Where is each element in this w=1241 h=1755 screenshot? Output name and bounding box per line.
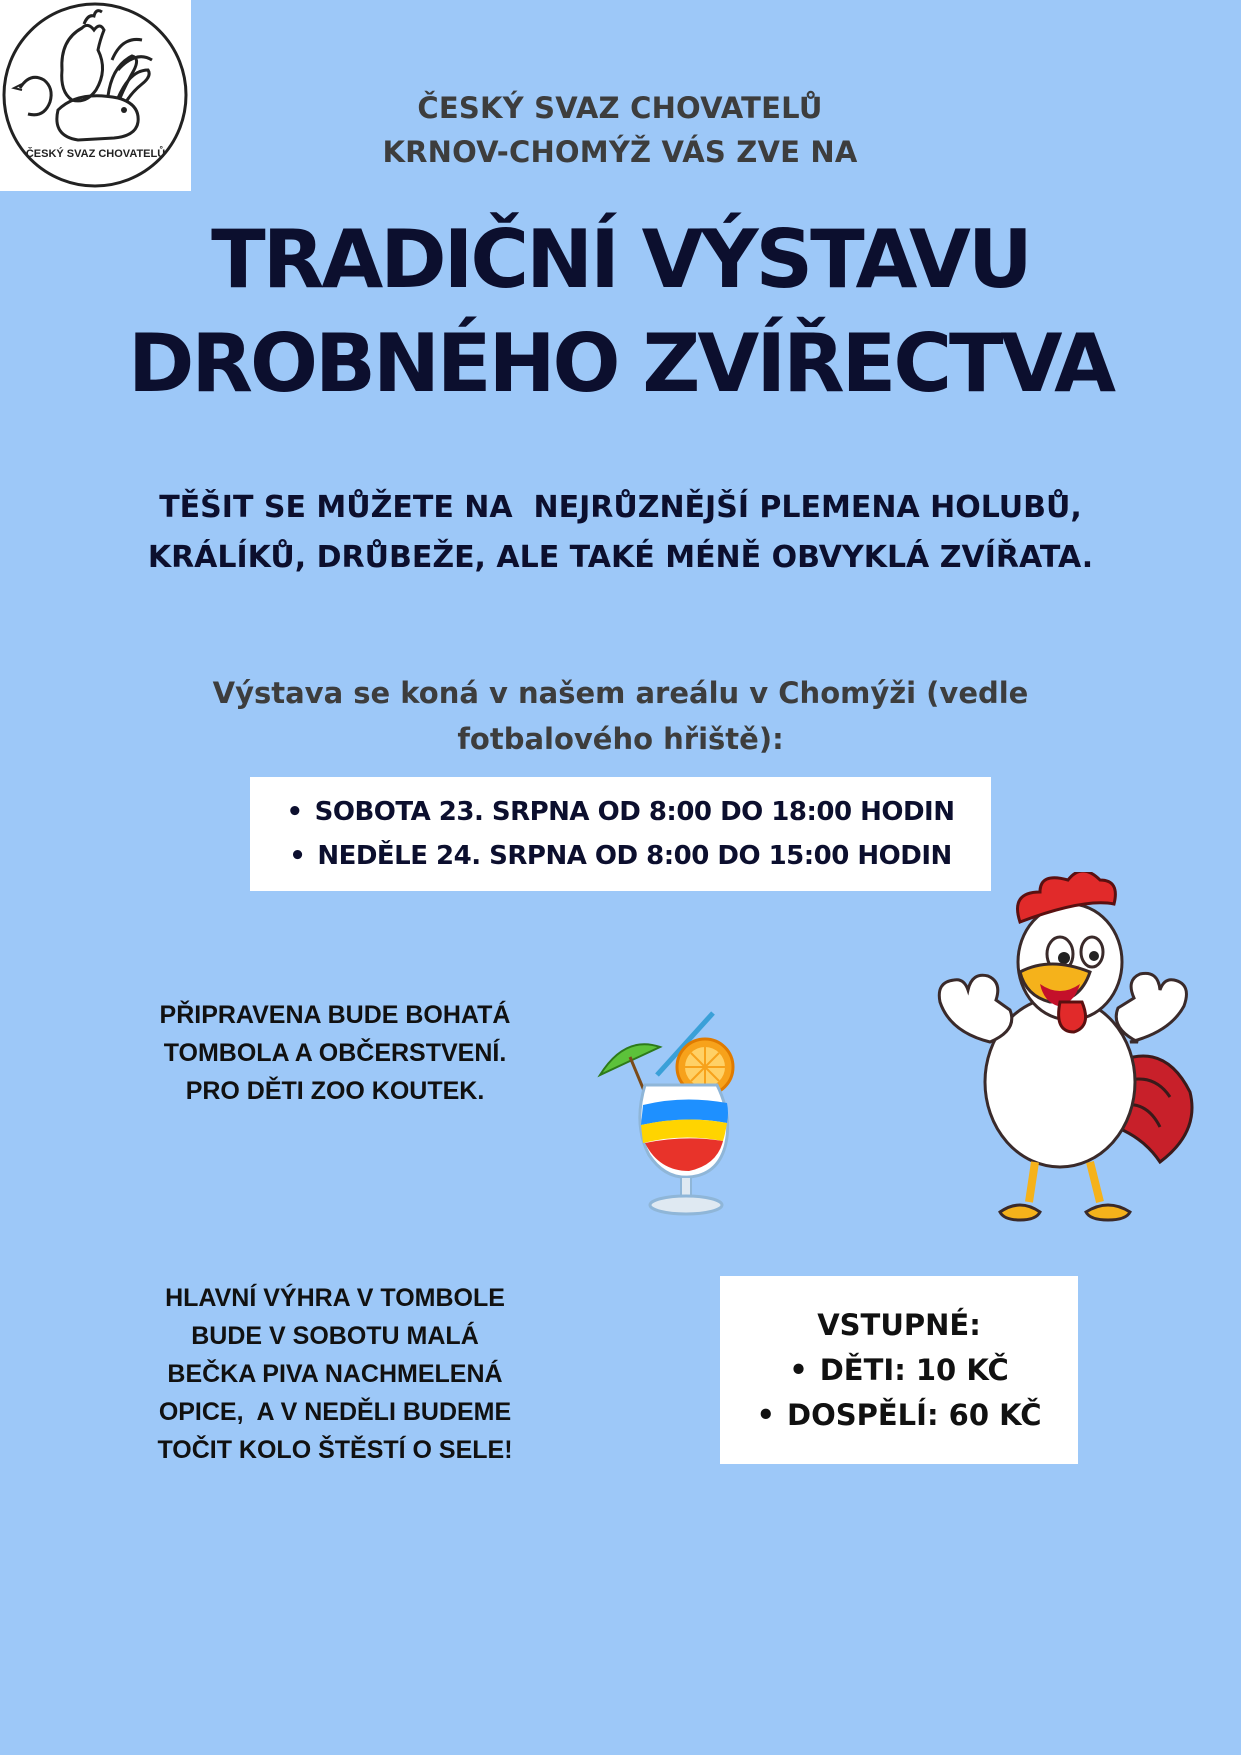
fee-item-label: DOSPĚLÍ: 60 KČ [787, 1397, 1042, 1432]
bullet-icon: • [286, 797, 303, 827]
tombola-line-2: TOMBOLA A OBČERSTVENÍ. [163, 1039, 507, 1067]
prize-line-5: TOČIT KOLO ŠTĚSTÍ O SELE! [157, 1436, 513, 1464]
lead-text [80, 483, 1161, 583]
fee-item [789, 1348, 1009, 1393]
prize-line-3: BEČKA PIVA NACHMELENÁ [167, 1360, 503, 1388]
lead-line-2: KRÁLÍKŮ, DRŮBEŽE, ALE TAKÉ MÉNĚ OBVYKLÁ ZVÍŘATA. [147, 540, 1094, 575]
prize-line-2: BUDE V SOBOTU MALÁ [191, 1322, 479, 1350]
organization-logo [0, 0, 191, 191]
title-line-2: DROBNÉHO ZVÍŘECTVA [127, 317, 1114, 410]
tombola-line-3: PRO DĚTI ZOO KOUTEK. [185, 1077, 485, 1105]
venue-text [180, 670, 1061, 762]
bullet-icon: • [789, 1352, 808, 1387]
dates-box [250, 777, 991, 891]
date-item [289, 834, 952, 878]
organizer-line-2: KRNOV-CHOMÝŽ VÁS ZVE NA [382, 135, 858, 169]
venue-line-1: Výstava se koná v našem areálu v Chomýži (vedle [212, 676, 1029, 710]
fee-item-label: DĚTI: 10 KČ [819, 1352, 1009, 1387]
rooster-icon [910, 872, 1220, 1246]
entry-fee-box [720, 1276, 1078, 1464]
cocktail-icon [595, 1005, 755, 1229]
title-line-1: TRADIČNÍ VÝSTAVU [211, 213, 1030, 306]
venue-line-2: fotbalového hřiště): [457, 722, 784, 756]
tombola-line-1: PŘIPRAVENA BUDE BOHATÁ [159, 1001, 511, 1029]
page-title [100, 208, 1141, 416]
fee-item [756, 1393, 1041, 1438]
rooster-pigeon-rabbit-logo-icon [0, 0, 191, 191]
prize-text [110, 1279, 560, 1469]
organizer-line-1: ČESKÝ SVAZ CHOVATELŮ [417, 91, 823, 125]
prize-line-1: HLAVNÍ VÝHRA V TOMBOLE [165, 1284, 505, 1312]
bullet-icon: • [756, 1397, 775, 1432]
date-item-label: SOBOTA 23. SRPNA OD 8:00 DO 18:00 HODIN [314, 797, 955, 827]
tombola-text [110, 996, 560, 1110]
prize-line-4: OPICE, A V NEDĚLI BUDEME [158, 1398, 512, 1426]
logo-caption: ČESKÝ SVAZ CHOVATELŮ [25, 148, 166, 160]
bullet-icon: • [289, 841, 306, 871]
date-item [287, 790, 955, 834]
date-item-label: NEDĚLE 24. SRPNA OD 8:00 DO 15:00 HODIN [317, 841, 952, 871]
lead-line-1: TĚŠIT SE MŮŽETE NA NEJRŮZNĚJŠÍ PLEMENA HOLUBŮ, [159, 490, 1082, 525]
entry-fee-heading: VSTUPNÉ: [817, 1307, 981, 1342]
organizer-header [200, 86, 1040, 174]
